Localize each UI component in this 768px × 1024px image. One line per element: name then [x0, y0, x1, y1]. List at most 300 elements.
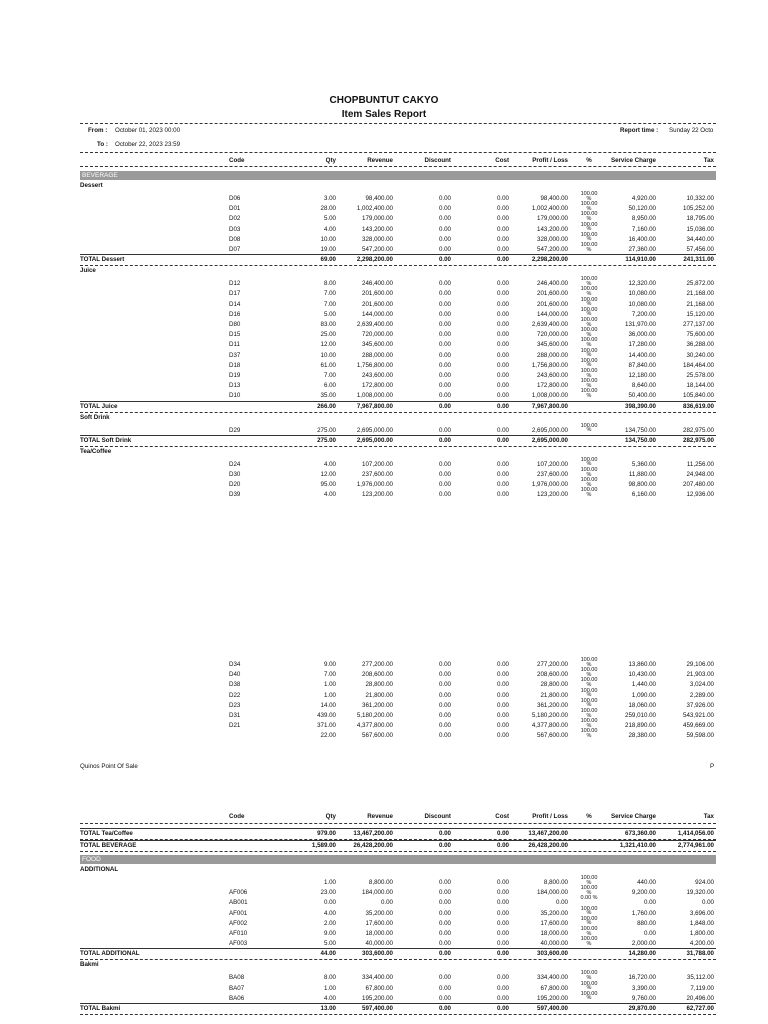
cell-profit: 345,600.00: [537, 341, 568, 349]
cell-cost: 0.00: [496, 681, 509, 689]
cell-profit: 4,377,800.00: [531, 722, 568, 730]
cell-service: 12,320.00: [628, 280, 656, 288]
cell-code: D07: [229, 246, 241, 253]
cell-tax: 459,669.00: [683, 722, 714, 730]
total-rule: [80, 851, 716, 852]
cell-revenue: 18,000.00: [365, 930, 393, 937]
report-title: Item Sales Report: [341, 109, 427, 120]
cell-revenue: 334,400.00: [362, 974, 393, 982]
column-header-pct: %: [586, 813, 592, 820]
table-row: [0, 895, 768, 908]
cell-service: 0.00: [643, 930, 656, 937]
total-label: TOTAL BEVERAGE: [80, 842, 137, 849]
table-row: [0, 337, 768, 350]
column-header-revenue: Revenue: [367, 157, 393, 164]
cell-cost: 0.00: [496, 994, 509, 1002]
cell-pct: 100.00 %: [580, 296, 598, 308]
table-row: [0, 327, 768, 340]
column-header-qty: Qty: [325, 813, 336, 820]
cell-discount: 0.00: [438, 732, 451, 740]
cell-revenue: 361,200.00: [362, 701, 393, 709]
cell-discount: 0.00: [438, 879, 451, 886]
cell-code: D16: [229, 310, 241, 318]
cell-pct: 100.00 %: [580, 286, 598, 297]
cell-revenue: 5,180,200.00: [356, 712, 393, 719]
cell-qty: 275.00: [317, 426, 336, 434]
cell-qty: 5.00: [323, 215, 336, 223]
cell-qty: 4.00: [323, 460, 336, 468]
column-header-cost: Cost: [495, 813, 509, 820]
cell-pct: 100.00 %: [580, 687, 598, 699]
table-row: [0, 980, 768, 994]
cell-tax: 1,800.00: [689, 930, 714, 937]
cell-code: AF010: [229, 930, 248, 937]
cell-pct: 100.00 %: [580, 317, 598, 328]
cell-cost: 0.00: [496, 215, 509, 223]
cell-code: D19: [229, 372, 241, 379]
cell-code: D29: [229, 426, 241, 434]
cell-revenue: 7,967,800.00: [356, 402, 393, 410]
cell-qty: 1.00: [323, 879, 336, 886]
cell-tax: 34,440.00: [686, 235, 714, 243]
column-header-discount: Discount: [424, 157, 451, 164]
cell-code: D80: [229, 321, 241, 328]
to-value: October 22, 2023 23:59: [115, 141, 181, 148]
cell-tax: 1,848.00: [689, 919, 714, 927]
cell-code: D30: [229, 471, 241, 478]
table-row: [0, 317, 768, 330]
cell-code: D18: [229, 361, 241, 369]
cell-profit: 201,600.00: [537, 300, 568, 308]
cell-tax: 31,788.00: [686, 950, 714, 958]
cell-pct: 100.00 %: [580, 657, 598, 668]
cell-service: 0.00: [643, 899, 656, 907]
cell-service: 1,090.00: [631, 691, 656, 699]
divider: [80, 823, 716, 824]
cell-discount: 0.00: [438, 471, 451, 478]
cell-discount: 0.00: [438, 491, 451, 499]
cell-profit: 334,400.00: [537, 974, 568, 982]
cell-pct: 100.00 %: [580, 708, 598, 719]
cell-code: AB001: [229, 899, 248, 907]
cell-discount: 0.00: [438, 402, 451, 410]
cell-qty: 6.00: [323, 382, 336, 390]
cell-qty: 4.00: [323, 909, 336, 917]
cell-code: AF001: [229, 909, 248, 917]
cell-tax: 3,696.00: [689, 909, 714, 917]
cell-cost: 0.00: [496, 712, 509, 719]
cell-pct: 100.00 %: [580, 885, 598, 896]
cell-cost: 0.00: [496, 879, 509, 886]
cell-profit: 208,600.00: [537, 671, 568, 679]
from-label: From :: [88, 127, 108, 134]
cell-tax: 184,464.00: [683, 361, 714, 369]
cell-discount: 0.00: [438, 300, 451, 308]
cell-qty: 275.00: [317, 436, 336, 444]
cell-revenue: 201,600.00: [362, 300, 393, 308]
table-row: [0, 915, 768, 929]
cell-profit: 567,600.00: [537, 732, 568, 740]
cell-profit: 597,400.00: [537, 1005, 568, 1012]
cell-code: AF006: [229, 889, 248, 897]
cell-tax: 21,903.00: [686, 671, 714, 679]
cell-profit: 179,000.00: [537, 215, 568, 223]
total-row: [0, 829, 768, 839]
cell-cost: 0.00: [496, 310, 509, 318]
cell-profit: 1,008,000.00: [531, 392, 568, 400]
cell-profit: 98,400.00: [540, 195, 568, 202]
total-row: [0, 255, 768, 265]
cell-discount: 0.00: [438, 899, 451, 907]
cell-tax: 18,144.00: [686, 382, 714, 390]
cell-cost: 0.00: [496, 491, 509, 499]
cell-pct: 100.00 %: [580, 242, 598, 253]
cell-pct: 100.00 %: [580, 905, 598, 917]
cell-service: 9,760.00: [631, 994, 656, 1002]
cell-qty: 7.00: [323, 372, 336, 379]
total-rule: [80, 265, 716, 266]
cell-cost: 0.00: [496, 1005, 509, 1012]
cell-service: 259,010.00: [625, 712, 656, 719]
cell-discount: 0.00: [438, 331, 451, 339]
cell-tax: 836,619.00: [683, 402, 714, 410]
cell-cost: 0.00: [496, 235, 509, 243]
cell-revenue: 35,200.00: [365, 909, 393, 917]
cell-discount: 0.00: [438, 235, 451, 243]
cell-discount: 0.00: [438, 361, 451, 369]
column-header-service: Service Charge: [610, 157, 656, 164]
cell-service: 8,640.00: [631, 382, 656, 390]
cell-code: D38: [229, 681, 241, 689]
cell-revenue: 720,000.00: [362, 331, 393, 339]
cell-service: 440.00: [637, 879, 656, 886]
cell-code: BA07: [229, 984, 245, 992]
cell-discount: 0.00: [438, 842, 451, 849]
cell-profit: 1,002,400.00: [531, 205, 568, 213]
cell-profit: 172,800.00: [537, 382, 568, 390]
cell-discount: 0.00: [438, 280, 451, 288]
cell-revenue: 1,976,000.00: [356, 481, 393, 489]
cell-profit: 2,298,200.00: [531, 256, 568, 264]
cell-cost: 0.00: [496, 691, 509, 699]
cell-revenue: 4,377,800.00: [356, 722, 393, 730]
cell-discount: 0.00: [438, 256, 451, 264]
cell-profit: 143,200.00: [537, 225, 568, 233]
cell-revenue: 246,400.00: [362, 280, 393, 288]
cell-discount: 0.00: [438, 372, 451, 379]
cell-cost: 0.00: [496, 341, 509, 349]
cell-service: 17,280.00: [628, 341, 656, 349]
cell-revenue: 597,400.00: [362, 1005, 393, 1012]
cell-discount: 0.00: [438, 919, 451, 927]
cell-tax: 25,578.00: [686, 372, 714, 379]
cell-profit: 67,800.00: [540, 984, 568, 992]
cell-revenue: 13,467,200.00: [353, 830, 393, 837]
cell-discount: 0.00: [438, 691, 451, 699]
table-row: [0, 657, 768, 670]
cell-profit: 184,000.00: [537, 889, 568, 897]
cell-code: D40: [229, 671, 241, 679]
cell-service: 12,180.00: [628, 372, 656, 379]
cell-cost: 0.00: [496, 940, 509, 948]
cell-service: 880.00: [637, 919, 656, 927]
cell-qty: 44.00: [320, 950, 336, 958]
cell-profit: 303,600.00: [537, 950, 568, 958]
column-header-code: Code: [229, 157, 245, 164]
cell-cost: 0.00: [496, 974, 509, 982]
cell-revenue: 123,200.00: [362, 491, 393, 499]
cell-service: 29,870.00: [628, 1005, 656, 1012]
table-row: [0, 201, 768, 214]
cell-service: 11,880.00: [628, 471, 656, 478]
cell-cost: 0.00: [496, 361, 509, 369]
column-header-cost: Cost: [495, 157, 509, 164]
column-header-profit: Profit / Loss: [532, 157, 568, 164]
cell-service: 9,200.00: [631, 889, 656, 897]
cell-profit: 17,600.00: [540, 919, 568, 927]
cell-tax: 12,936.00: [686, 491, 714, 499]
cell-profit: 195,200.00: [537, 994, 568, 1002]
cell-revenue: 547,200.00: [362, 246, 393, 253]
table-row: [0, 276, 768, 289]
cell-revenue: 2,695,000.00: [356, 426, 393, 434]
cell-profit: 1,756,800.00: [531, 361, 568, 369]
cell-cost: 0.00: [496, 460, 509, 468]
cell-service: 50,120.00: [628, 205, 656, 213]
cell-revenue: 2,298,200.00: [356, 256, 393, 264]
group-label: Dessert: [80, 182, 103, 189]
cell-code: BA08: [229, 974, 245, 982]
cell-cost: 0.00: [496, 671, 509, 679]
cell-tax: 24,948.00: [686, 471, 714, 478]
cell-code: D21: [229, 722, 241, 730]
cell-qty: 266.00: [317, 402, 336, 410]
cell-profit: 107,200.00: [537, 460, 568, 468]
cell-revenue: 98,400.00: [365, 195, 393, 202]
column-header-row: [0, 812, 768, 822]
cell-discount: 0.00: [438, 974, 451, 982]
cell-discount: 0.00: [438, 701, 451, 709]
cell-cost: 0.00: [496, 351, 509, 359]
cell-tax: 21,168.00: [686, 290, 714, 298]
cell-revenue: 237,600.00: [362, 471, 393, 478]
cell-revenue: 2,639,400.00: [356, 321, 393, 328]
cell-cost: 0.00: [496, 930, 509, 937]
cell-pct: 100.00 %: [580, 677, 598, 688]
cell-service: 50,400.00: [628, 392, 656, 400]
cell-cost: 0.00: [496, 225, 509, 233]
cell-profit: 28,800.00: [540, 681, 568, 689]
cell-qty: 28.00: [320, 205, 336, 213]
cell-discount: 0.00: [438, 712, 451, 719]
cell-pct: 100.00 %: [580, 388, 598, 399]
cell-revenue: 144,000.00: [362, 310, 393, 318]
cell-revenue: 21,800.00: [365, 691, 393, 699]
cell-cost: 0.00: [496, 842, 509, 849]
cell-discount: 0.00: [438, 351, 451, 359]
cell-code: D01: [229, 205, 241, 213]
cell-discount: 0.00: [438, 950, 451, 958]
cell-pct: 100.00 %: [580, 422, 598, 434]
total-label: TOTAL ADDITIONAL: [80, 950, 140, 958]
cell-tax: 21,168.00: [686, 300, 714, 308]
cell-discount: 0.00: [438, 341, 451, 349]
table-row: [0, 347, 768, 361]
cell-pct: 100.00 %: [580, 970, 598, 981]
cell-pct: 100.00 %: [580, 327, 598, 338]
cell-discount: 0.00: [438, 215, 451, 223]
cell-discount: 0.00: [438, 460, 451, 468]
table-row: [0, 667, 768, 680]
cell-qty: 4.00: [323, 491, 336, 499]
cell-profit: 246,400.00: [537, 280, 568, 288]
table-row: [0, 697, 768, 711]
cell-tax: 18,795.00: [686, 215, 714, 223]
cell-tax: 29,106.00: [686, 661, 714, 668]
cell-revenue: 0.00: [380, 899, 393, 907]
cell-pct: 100.00 %: [580, 337, 598, 348]
cell-qty: 9.00: [323, 661, 336, 668]
cell-tax: 277,137.00: [683, 321, 714, 328]
cell-code: D23: [229, 701, 241, 709]
cell-pct: 100.00 %: [580, 697, 598, 709]
cell-discount: 0.00: [438, 940, 451, 948]
cell-qty: 95.00: [320, 481, 336, 489]
cell-discount: 0.00: [438, 661, 451, 668]
column-header-tax: Tax: [703, 813, 714, 820]
cell-pct: 100.00 %: [580, 357, 598, 369]
cell-revenue: 184,000.00: [362, 889, 393, 897]
cell-profit: 40,000.00: [540, 940, 568, 948]
cell-pct: 100.00 %: [580, 211, 598, 222]
cell-qty: 61.00: [320, 361, 336, 369]
cell-pct: 100.00 %: [580, 728, 598, 739]
cell-code: D17: [229, 290, 241, 298]
cell-discount: 0.00: [438, 225, 451, 233]
cell-tax: 59,598.00: [686, 732, 714, 740]
cell-qty: 371.00: [317, 722, 336, 730]
cell-tax: 105,252.00: [683, 205, 714, 213]
cell-qty: 10.00: [320, 235, 336, 243]
cell-code: D20: [229, 481, 241, 489]
category-band: FOOD: [80, 855, 716, 864]
to-label: To :: [97, 141, 108, 148]
cell-code: D22: [229, 691, 241, 699]
total-row: [0, 1004, 768, 1014]
table-row: [0, 708, 768, 721]
cell-qty: 1.00: [323, 691, 336, 699]
cell-profit: 7,967,800.00: [531, 402, 568, 410]
cell-discount: 0.00: [438, 671, 451, 679]
cell-qty: 5.00: [323, 940, 336, 948]
cell-service: 28,380.00: [628, 732, 656, 740]
cell-code: D10: [229, 392, 241, 400]
cell-discount: 0.00: [438, 984, 451, 992]
cell-revenue: 172,800.00: [362, 382, 393, 390]
cell-code: D06: [229, 195, 241, 202]
cell-cost: 0.00: [496, 382, 509, 390]
cell-profit: 26,428,200.00: [528, 842, 568, 849]
cell-service: 7,200.00: [631, 310, 656, 318]
cell-qty: 7.00: [323, 300, 336, 308]
cell-profit: 144,000.00: [537, 310, 568, 318]
cell-service: 5,360.00: [631, 460, 656, 468]
cell-cost: 0.00: [496, 909, 509, 917]
cell-pct: 100.00 %: [580, 487, 598, 498]
cell-qty: 2.00: [323, 919, 336, 927]
cell-profit: 1,976,000.00: [531, 481, 568, 489]
cell-tax: 75,600.00: [686, 331, 714, 339]
report-time-label: Report time :: [620, 127, 659, 134]
cell-pct: 100.00 %: [580, 378, 598, 389]
cell-discount: 0.00: [438, 392, 451, 400]
cell-code: BA06: [229, 994, 245, 1002]
cell-qty: 979.00: [317, 830, 336, 837]
cell-tax: 207,480.00: [683, 481, 714, 489]
cell-cost: 0.00: [496, 205, 509, 213]
total-row: [0, 436, 768, 446]
column-header-revenue: Revenue: [367, 813, 393, 820]
table-row: [0, 231, 768, 245]
cell-revenue: 17,600.00: [365, 919, 393, 927]
total-label: TOTAL Tea/Coffee: [80, 830, 133, 837]
cell-profit: 18,000.00: [540, 930, 568, 937]
cell-qty: 10.00: [320, 351, 336, 359]
cell-service: 14,280.00: [628, 950, 656, 958]
cell-code: D24: [229, 460, 241, 468]
cell-pct: 100.00 %: [580, 915, 598, 927]
cell-revenue: 107,200.00: [362, 460, 393, 468]
cell-discount: 0.00: [438, 426, 451, 434]
cell-cost: 0.00: [496, 984, 509, 992]
cell-qty: 14.00: [320, 701, 336, 709]
cell-service: 87,840.00: [628, 361, 656, 369]
cell-revenue: 1,002,400.00: [356, 205, 393, 213]
cell-service: 134,750.00: [625, 436, 656, 444]
cell-revenue: 277,200.00: [362, 661, 393, 668]
cell-cost: 0.00: [496, 436, 509, 444]
cell-service: 18,060.00: [628, 701, 656, 709]
company-name: CHOPBUNTUT CAKYO: [329, 95, 439, 106]
cell-tax: 7,119.00: [690, 984, 714, 992]
total-row: [0, 402, 768, 412]
cell-tax: 35,112.00: [686, 974, 714, 982]
cell-pct: 100.00 %: [580, 306, 598, 318]
cell-service: 131,970.00: [625, 321, 656, 328]
table-row: [0, 296, 768, 310]
cell-revenue: 567,600.00: [362, 732, 393, 740]
report-time-value: Sunday 22 Octo: [669, 127, 714, 134]
cell-qty: 5.00: [323, 310, 336, 318]
cell-discount: 0.00: [438, 436, 451, 444]
cell-cost: 0.00: [496, 722, 509, 730]
cell-code: D13: [229, 382, 241, 390]
cell-qty: 439.00: [317, 712, 336, 719]
divider: [80, 152, 716, 153]
cell-service: 16,400.00: [628, 235, 656, 243]
cell-pct: 100.00 %: [580, 201, 598, 212]
cell-revenue: 143,200.00: [362, 225, 393, 233]
cell-discount: 0.00: [438, 481, 451, 489]
cell-qty: 7.00: [323, 671, 336, 679]
cell-profit: 2,639,400.00: [531, 321, 568, 328]
cell-cost: 0.00: [496, 830, 509, 837]
cell-pct: 100.00 %: [580, 368, 598, 379]
cell-revenue: 28,800.00: [365, 681, 393, 689]
cell-profit: 0.00: [555, 899, 568, 907]
cell-qty: 12.00: [320, 471, 336, 478]
cell-profit: 8,800.00: [543, 879, 568, 886]
